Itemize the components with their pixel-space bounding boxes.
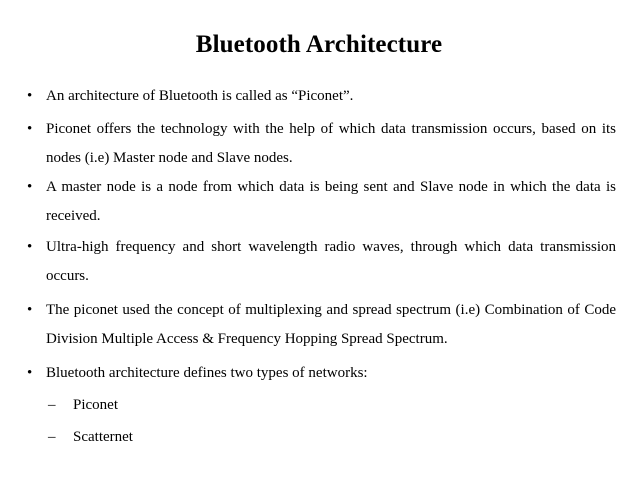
- bullet-text: Piconet offers the technology with the help of which data transmission occurs, based on its nodes (i.e) Master node and Slave nodes.: [46, 121, 616, 166]
- bullet-dot-icon: •: [27, 302, 33, 318]
- bullet-dot-icon: •: [27, 239, 33, 255]
- dash-icon: –: [48, 397, 56, 413]
- slide-title: Bluetooth Architecture: [195, 31, 443, 58]
- sub-item-text: Scatternet: [73, 429, 133, 445]
- bullet-text: A master node is a node from which data is being sent and Slave node in which the data is received.: [46, 179, 616, 224]
- sub-item-text: Piconet: [73, 397, 118, 413]
- bullet-dot-icon: •: [27, 121, 33, 137]
- bullet-text: An architecture of Bluetooth is called as “Piconet”.: [46, 88, 354, 104]
- bullet-dot-icon: •: [27, 88, 33, 104]
- dash-icon: –: [48, 429, 56, 445]
- bullet-dot-icon: •: [27, 179, 33, 195]
- bullet-text: Bluetooth architecture defines two types of networks:: [46, 365, 368, 381]
- bullet-text: The piconet used the concept of multiplexing and spread spectrum (i.e) Combination of Code Division Multiple Access & Frequency Hopping Spread Spectrum.: [46, 302, 616, 347]
- bullet-text: Ultra-high frequency and short wavelength radio waves, through which data transmission occurs.: [46, 239, 616, 284]
- bullet-dot-icon: •: [27, 365, 33, 381]
